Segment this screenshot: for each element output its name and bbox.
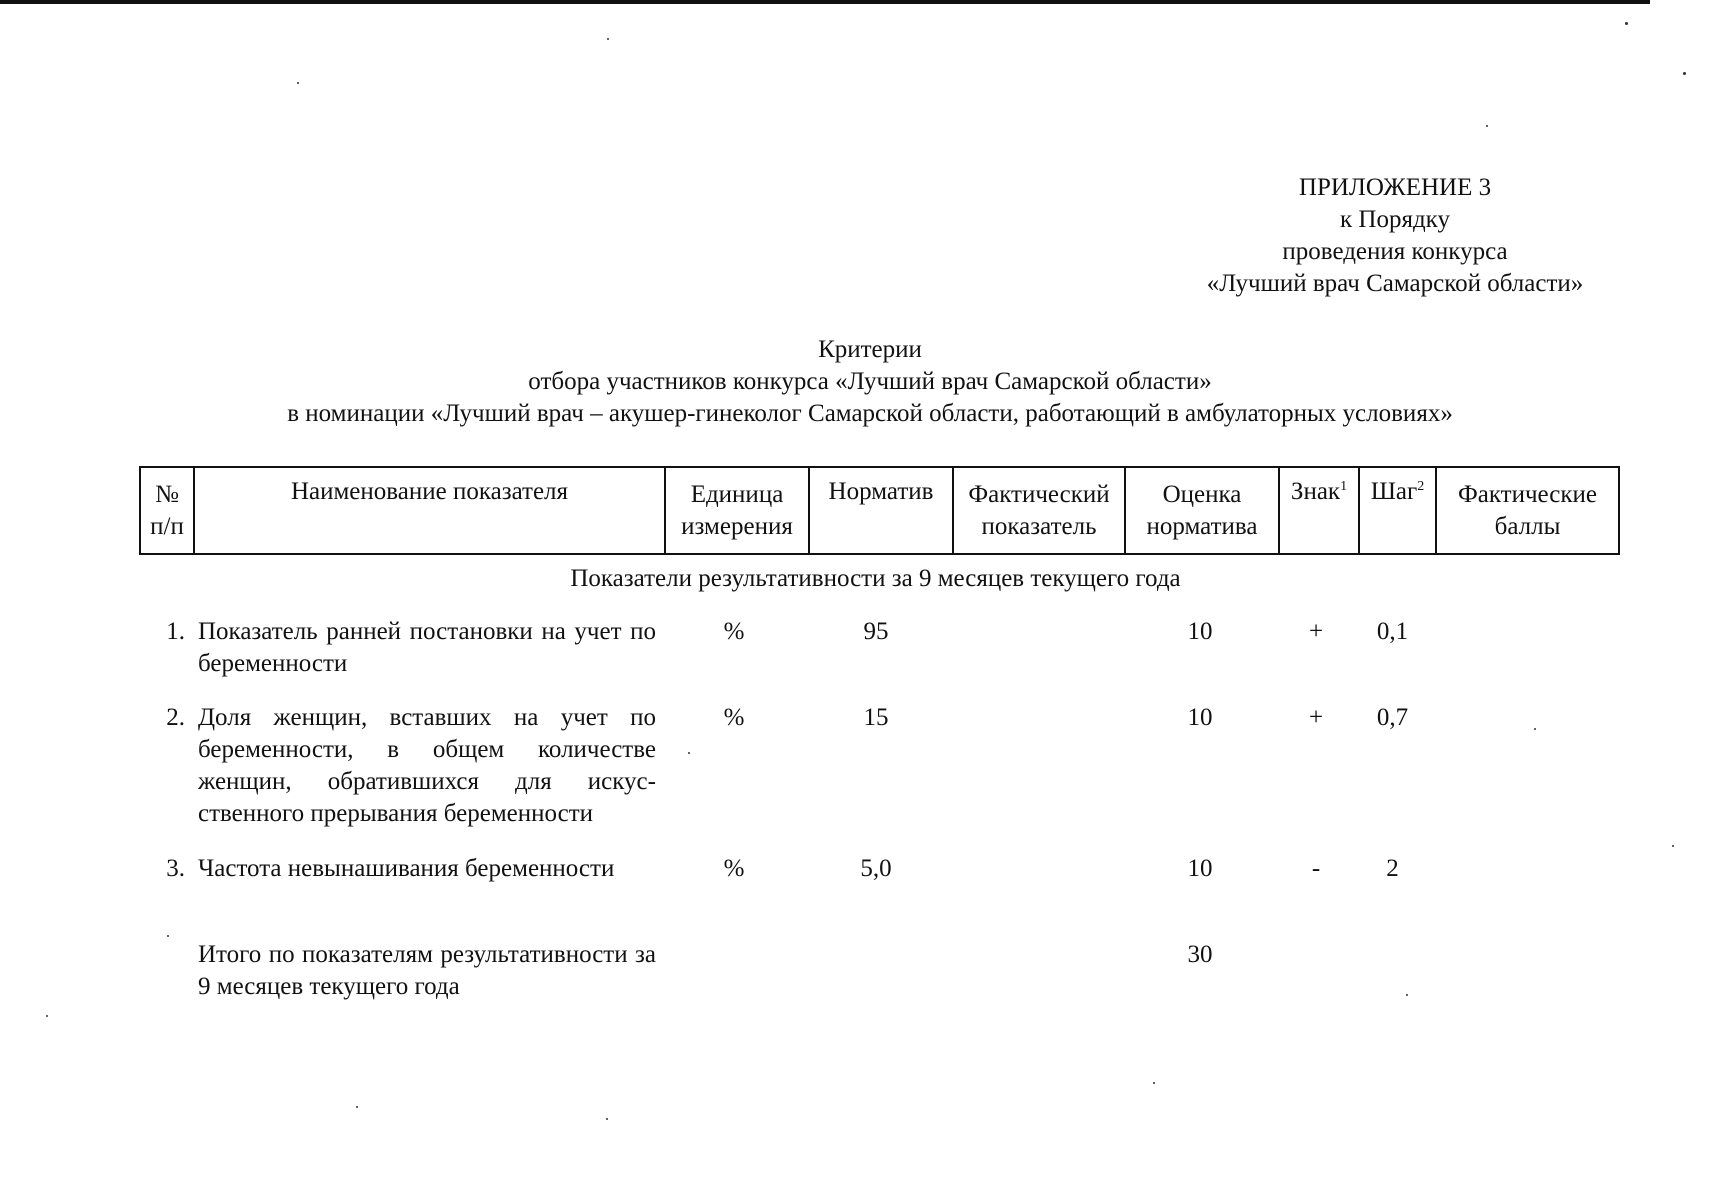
scan-speck bbox=[688, 752, 690, 754]
scan-speck bbox=[1406, 994, 1408, 996]
row-step: 0,7 bbox=[1376, 704, 1409, 731]
total-score: 30 bbox=[1187, 941, 1213, 968]
heading-title: Критерии bbox=[818, 336, 922, 363]
document-heading bbox=[100, 334, 1640, 430]
row-indicator-name: Частота невынашивания беременности bbox=[198, 855, 615, 882]
scan-speck bbox=[1683, 72, 1686, 75]
appendix-line: к Порядку bbox=[1340, 206, 1450, 233]
scan-speck bbox=[1625, 22, 1628, 25]
row-score: 10 bbox=[1187, 855, 1213, 882]
scan-speck bbox=[1672, 845, 1674, 847]
row-sign: + bbox=[1308, 704, 1324, 731]
row-norm: 5,0 bbox=[860, 855, 892, 882]
appendix-title: ПРИЛОЖЕНИЕ 3 bbox=[1298, 174, 1492, 201]
heading-subtitle: отбора участников конкурса «Лучший врач Самарской области» bbox=[528, 368, 1212, 395]
column-header-sign: Знак$^1$ bbox=[1279, 467, 1359, 554]
column-header-norm: Норматив bbox=[809, 467, 953, 554]
scan-speck bbox=[356, 1106, 358, 1108]
row-number: 2. bbox=[166, 704, 185, 731]
row-norm: 95 bbox=[863, 618, 889, 645]
scan-speck bbox=[1153, 1082, 1155, 1084]
appendix-line: «Лучший врач Самарской области» bbox=[1206, 270, 1584, 297]
criteria-table-header bbox=[139, 466, 1620, 555]
scan-speck bbox=[46, 1015, 48, 1017]
row-score: 10 bbox=[1187, 704, 1213, 731]
row-unit: % bbox=[723, 855, 745, 882]
column-header-score: Оценка норматива bbox=[1125, 467, 1279, 554]
row-score: 10 bbox=[1187, 618, 1213, 645]
scan-speck bbox=[1486, 125, 1488, 127]
row-indicator-name: Доля женщин, вставших на учет по беременности, в общем количестве женщин, обратившихся для искусственного прерывания беременности bbox=[198, 704, 656, 827]
row-sign: - bbox=[1311, 855, 1321, 882]
column-header-step: Шаг$^2$ bbox=[1359, 467, 1436, 554]
column-header-unit: Единица измерения bbox=[665, 467, 809, 554]
scan-speck bbox=[1534, 728, 1536, 730]
column-header-points: Фактические баллы bbox=[1436, 467, 1619, 554]
total-label: Итого по показателям результативности за 9 месяцев текущего года bbox=[198, 941, 656, 1000]
row-number: 3. bbox=[166, 855, 185, 882]
column-header-name: Наименование показателя bbox=[194, 467, 665, 554]
row-unit: % bbox=[723, 704, 745, 731]
section-title: Показатели результативности за 9 месяцев текущего года bbox=[570, 565, 1181, 592]
row-norm: 15 bbox=[863, 704, 889, 731]
row-indicator-name: Показатель ранней постановки на учет по беременности bbox=[198, 618, 656, 677]
row-number: 1. bbox=[166, 618, 185, 645]
heading-nomination: в номинации «Лучший врач – акушер-гинеколог Самарской области, работающий в амбулаторных условиях» bbox=[287, 400, 1453, 427]
scan-top-edge bbox=[0, 0, 1650, 4]
column-header-actual: Фактический показатель bbox=[953, 467, 1125, 554]
scan-speck bbox=[297, 82, 299, 84]
row-step: 2 bbox=[1386, 855, 1399, 882]
appendix-block bbox=[1150, 172, 1640, 300]
appendix-line: проведения конкурса bbox=[1282, 238, 1508, 265]
scan-speck bbox=[606, 1118, 608, 1120]
row-sign: + bbox=[1308, 618, 1324, 645]
row-step: 0,1 bbox=[1376, 618, 1409, 645]
scan-speck bbox=[167, 935, 169, 937]
row-unit: % bbox=[723, 618, 745, 645]
column-header-number: № п/п bbox=[140, 467, 194, 554]
scan-speck bbox=[607, 38, 609, 40]
